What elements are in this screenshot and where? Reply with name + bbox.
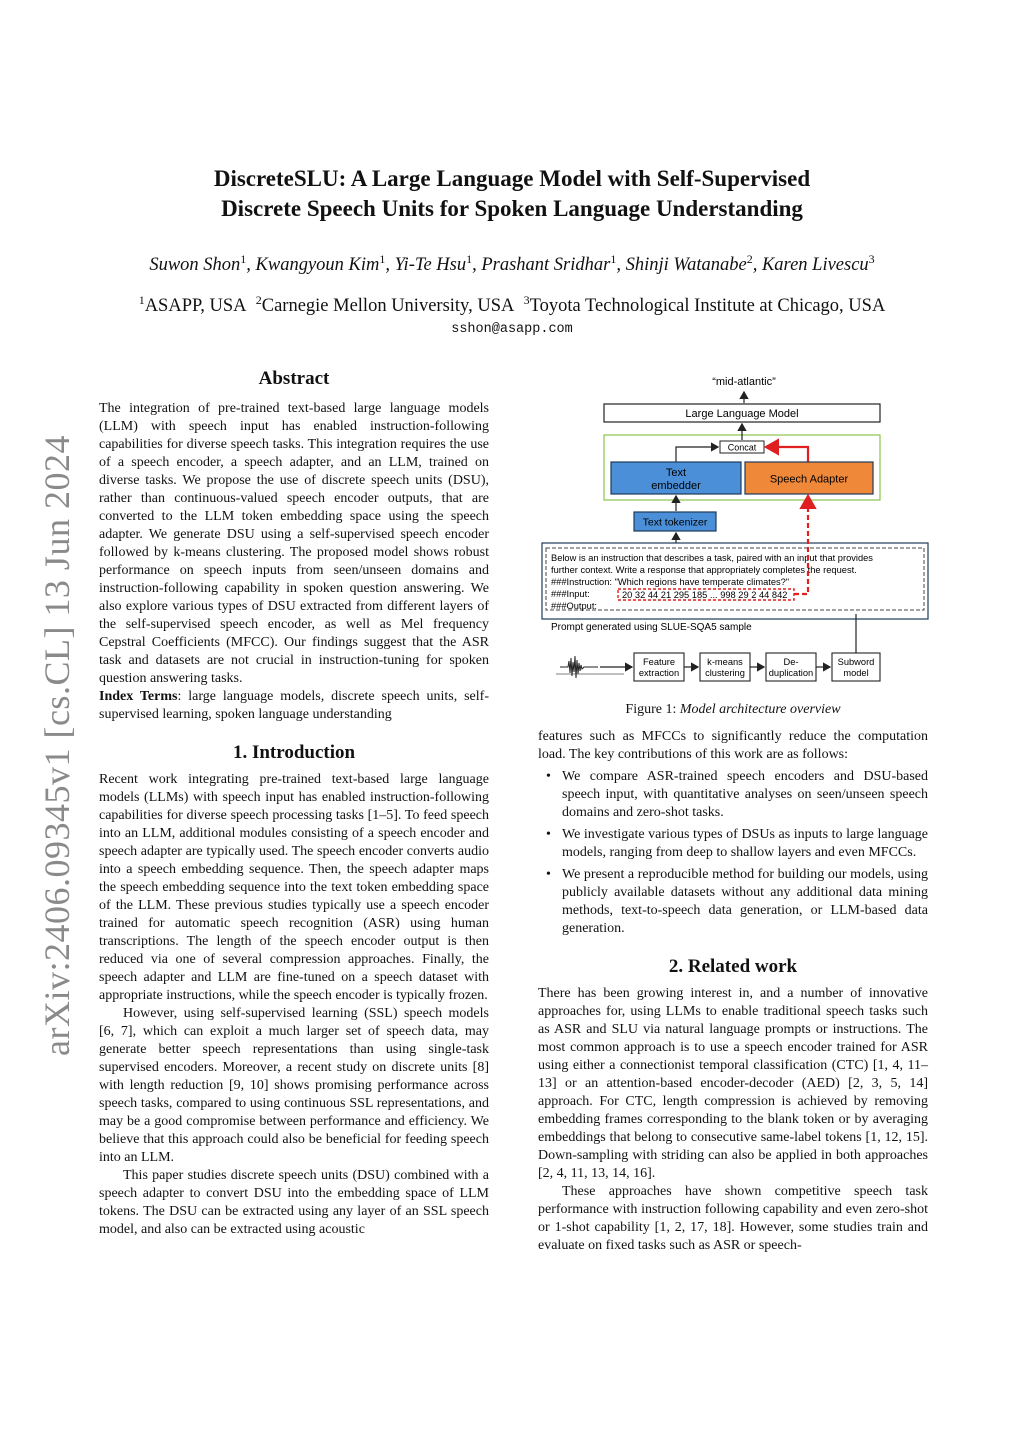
author-list: Suwon Shon$^1$, Kwangyoun Kim$^1$, Yi-Te Hsu$^1$, Prashant Sridhar$^1$, Shinji Watanabe$^2$, Karen Livescu$^3$: [149, 252, 875, 276]
prompt-line-1: Below is an instruction that describes a task, paired with an input that provides: [551, 553, 873, 563]
contribution-text: We investigate various types of DSUs as inputs to large language models, ranging from deep to shallow layers and even MFCCs.: [562, 827, 928, 860]
author-affiliation-mark: 2: [746, 252, 753, 266]
prompt-line-3: ###Instruction: "Which regions have temperate climates?": [551, 577, 790, 587]
prompt-line-4: ###Input:: [551, 589, 590, 599]
kmeans-label-2: clustering: [705, 668, 745, 678]
title-line-1: DiscreteSLU: A Large Language Model with Self-Supervised: [213, 166, 811, 191]
contribution-text: We compare ASR-trained speech encoders and DSU-based speech input, with quantitative analyses on seen/unseen speech domains and zero-shot tasks.: [562, 769, 928, 820]
author-name: Prashant Sridhar: [481, 255, 611, 276]
deduplication-label-2: duplication: [768, 668, 814, 678]
prompt-caption: Prompt generated using SLUE-SQA5 sample: [551, 622, 752, 633]
intro-paragraph-1: Recent work integrating pre-trained text-based large language models (LLMs) with speech input has enabled instruction-following capabilities for diverse speech processing tasks [1–5]. To feed speech into an LLM, additional modules consisting of a speech encoder and speech adapter are typically used. The speech encoder converts audio into a speech embedding sequence. Then, the speech adapter maps the speech embedding sequence into the text token embedding space of the LLM. These previous studies typically use a speech encoder trained for automatic speech recognition (ASR) using human transcriptions. The length of the speech encoder output is then reduced via one of several compression approaches. Finally, the speech adapter and LLM are fine-tuned on a speech dataset with appropriate instructions, while the speech encoder is typically frozen.: [99, 772, 489, 1003]
prompt-line-2: further context. Write a response that appropriately completes the request.: [551, 565, 857, 575]
kmeans-label-1: k-means: [707, 657, 743, 667]
index-terms-label: Index Terms: [99, 689, 178, 704]
arrow-adapter-concat: [766, 447, 808, 462]
pipeline-subword-model: [832, 653, 880, 681]
intro-heading: 1. Introduction: [232, 742, 356, 763]
pipeline-feature-extraction: [634, 653, 684, 681]
pipeline-kmeans: [700, 653, 750, 681]
text-tokenizer-label: Text tokenizer: [642, 516, 708, 529]
bullet-icon: •: [546, 867, 551, 882]
intro-paragraph-2: However, using self-supervised learning (SSL) speech models [6, 7], which can exploit a much larger set of speech data, may generate better speech representations than using single-task supervised encoders. Moreover, a recent study on discrete units [8] with length reduction [9, 10] shows promising performance across speech tasks, compared to using continuous SSL representations, and may be a good compromise between performance and efficiency. We believe that this approach could also be beneficial for feeding speech into an LLM.: [99, 1006, 489, 1165]
related-work-heading: 2. Related work: [668, 956, 798, 977]
author-name: Kwangyoun Kim: [255, 255, 380, 276]
pipeline-deduplication: [766, 653, 816, 681]
affiliation-number: 3: [523, 293, 530, 307]
contribution-item: [538, 866, 928, 938]
contribution-item: [538, 768, 928, 822]
contributions-intro: features such as MFCCs to significantly reduce the computation load. The key contributions of this work are as follows:: [538, 729, 928, 762]
contribution-item: [538, 826, 928, 862]
figure-caption: [538, 702, 928, 718]
index-terms-text: : large language models, discrete speech units, self-supervised learning, spoken language understanding: [99, 689, 489, 722]
caption-title: Model architecture overview: [679, 702, 841, 717]
author-affiliation-mark: 1: [466, 252, 473, 266]
abstract-heading: Abstract: [258, 368, 330, 389]
related-paragraph-1: There has been growing interest in, and a number of innovative approaches for, using LLMs to enable traditional speech tasks such as ASR and SLU via natural language prompts or instructions. The most common approach is to use a speech encoder trained for ASR using either a connectionist temporal classification (CTC) [1, 4, 11–13] or an attention-based encoder-decoder (AED) [2, 3, 5, 14] approach. For CTC, length compression is achieved by removing embedding frames corresponding to the blank token or by averaging embeddings that belong to consecutive same-label tokens [1, 12, 15]. Down-sampling with striding can also be applied in both approaches [2, 4, 11, 13, 14, 16].: [538, 986, 928, 1181]
index-terms: [99, 688, 489, 724]
affiliation-list: [0, 293, 1024, 317]
text-embedder-label-2: embedder: [651, 480, 701, 492]
arxiv-identifier[interactable]: arXiv:2406.09345v1 [cs.CL] 13 Jun 2024: [37, 435, 77, 1056]
related-paragraph-2: These approaches have shown competitive speech task performance with instruction following capability and even zero-shot or 1-shot capability [1, 2, 17, 18]. However, some studies train and evaluate on fixed tasks such as ASR or speech-: [538, 1184, 928, 1253]
author-affiliation-mark: 1: [379, 252, 386, 266]
output-text: “mid-atlantic”: [712, 376, 776, 388]
feature-extraction-label-2: extraction: [638, 668, 680, 678]
dsu-sequence: 20 32 44 21 295 185 ... 998 29 2 44 842: [622, 590, 788, 600]
contribution-text: We present a reproducible method for building our models, using publicly available datasets without any additional data mining methods, text-to-speech data generation, or LLM-based data generation.: [562, 867, 928, 936]
model-architecture-figure: [538, 370, 932, 690]
affiliation-name: Toyota Technological Institute at Chicago, USA: [529, 296, 886, 317]
speech-adapter-label: Speech Adapter: [769, 473, 849, 486]
paper-title: [0, 164, 1024, 224]
contributions-list: [538, 768, 928, 938]
arrow-embedder-concat: [676, 447, 718, 462]
text-embedder-label-1: Text: [665, 467, 687, 479]
left-column: [99, 370, 489, 1239]
caption-prefix: Figure 1:: [625, 702, 680, 717]
author-affiliation-mark: 1: [610, 252, 617, 266]
author-affiliation-mark: 1: [240, 252, 247, 266]
intro-paragraph-3: This paper studies discrete speech units (DSU) combined with a speech adapter to convert DSU into the embedding space of LLM tokens. The DSU can be extracted using any layer of an SSL speech model, and also can be extracted using acoustic: [99, 1168, 489, 1237]
subword-model-label-2: model: [843, 668, 869, 678]
waveform-icon: [560, 656, 598, 678]
author-name: Shinji Watanabe: [625, 255, 747, 276]
right-column: [538, 728, 928, 1255]
title-line-2: Discrete Speech Units for Spoken Language Understanding: [221, 196, 803, 221]
abstract-text: The integration of pre-trained text-based large language models (LLM) with speech input has enabled instruction-following capabilities for diverse speech tasks. This integration requires the use of a speech encoder, a speech adapter, and an LLM, trained on diverse tasks. We propose the use of discrete speech units (DSU), rather than continuous-valued speech encoder outputs, that are converted to the LLM token embedding space using the speech adapter. We generate DSU using a self-supervised speech encoder followed by k-means clustering. The proposed model shows robust performance on speech inputs from seen/unseen domains and instruction-following capability in spoken question answering. We also explore various types of DSU extracted from different layers of the self-supervised speech encoder, as well as Mel frequency Cepstral Coefficients (MFCC). Our findings suggest that the ASR task and datasets are not crucial in instruction-tuning for spoken question answering tasks.: [99, 401, 489, 686]
affiliation-name: Carnegie Mellon University, USA: [261, 296, 515, 317]
deduplication-label-1: De-: [783, 657, 799, 667]
llm-label: Large Language Model: [685, 408, 799, 420]
author-affiliation-mark: 3: [868, 252, 875, 266]
subword-model-label-1: Subword: [837, 657, 875, 667]
concat-label: Concat: [727, 442, 757, 453]
author-name: Yi-Te Hsu: [394, 255, 467, 276]
affiliation-number: 2: [255, 293, 262, 307]
bullet-icon: •: [546, 769, 551, 784]
feature-extraction-label-1: Feature: [642, 657, 676, 667]
prompt-line-5: ###Output:: [551, 601, 598, 611]
contact-email[interactable]: sshon@asapp.com: [451, 322, 573, 337]
bullet-icon: •: [546, 827, 551, 842]
affiliation-name: ASAPP, USA: [144, 296, 247, 317]
affiliation-number: 1: [138, 293, 145, 307]
author-name: Karen Livescu: [761, 255, 869, 276]
author-name: Suwon Shon: [149, 255, 241, 276]
